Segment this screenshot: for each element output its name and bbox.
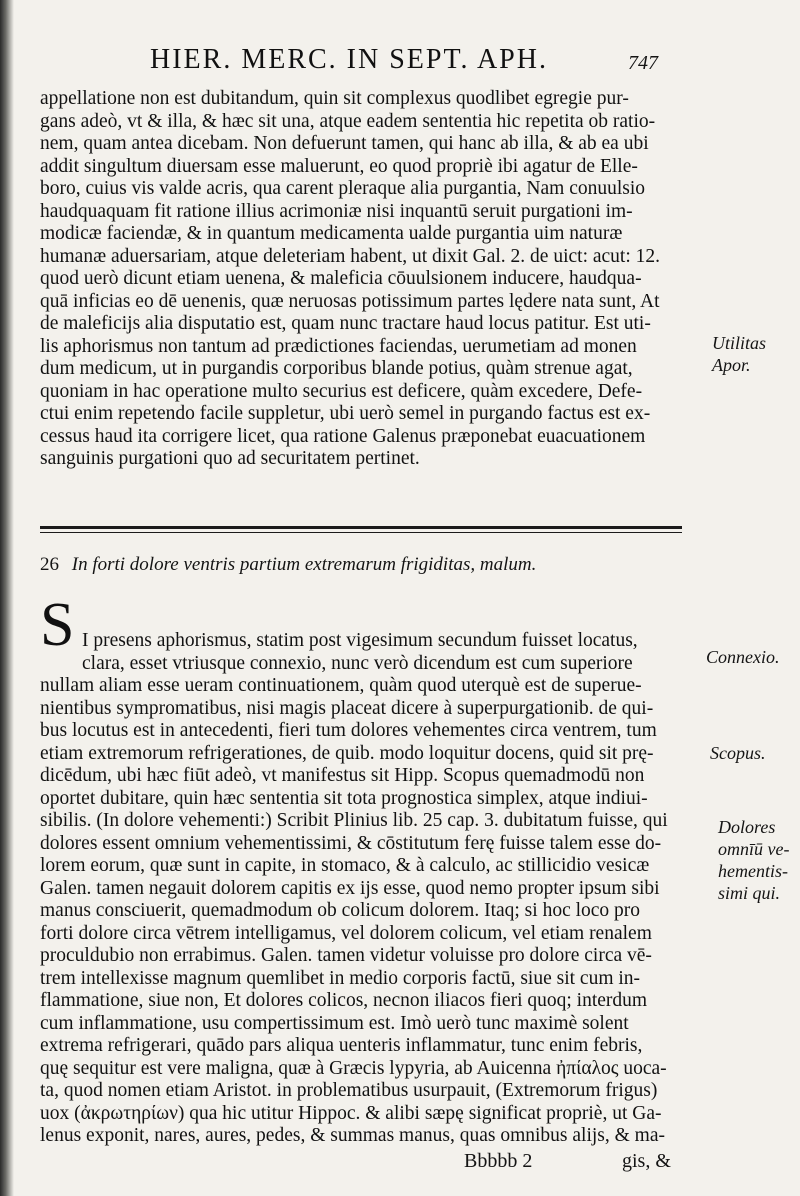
text-line: ctui enim repetendo facile suppletur, ubi uerò semel in purgando factus est ex-	[40, 403, 651, 424]
text-line: gans adeò, vt & illa, & hæc sit una, atque eadem sententia hic repetita ob ratio-	[40, 110, 656, 132]
text-line: lis aphorismus non tantum ad prædictiones faciendas, uerumetiam ad monen	[40, 335, 637, 357]
text-line: modicæ faciendæ, & in quantum medicamenta ualde purgantia uim naturæ	[40, 223, 623, 244]
text-line: dicēdum, ubi hæc fiūt adeò, vt manifestus sit Hipp. Scopus quemadmodū non	[40, 765, 645, 786]
aphorism-heading	[40, 554, 680, 576]
margin-note-dolores	[718, 816, 789, 904]
text-line: humanæ aduersariam, atque deleteriam habent, ut dixit Gal. 2. de uict: acut: 12.	[40, 245, 661, 267]
text-line: trem intellexisse magnum quemlibet in medio corporis factū, siue sit cum in-	[40, 967, 641, 989]
text-line: proculdubio non errabimus. Galen. tamen videtur voluisse pro dolore circa vē-	[40, 945, 652, 966]
text-line: clara, esset vtriusque connexio, nunc verò dicendum est cum superiore	[82, 652, 633, 674]
section-rule-thin	[40, 532, 682, 533]
catchword: gis, &	[622, 1150, 671, 1172]
margin-note-connexio	[706, 646, 780, 668]
drop-capital: S	[40, 591, 75, 659]
text-line: haudquaquam fit ratione illius acrimoniæ nisi inquantū seruit purgationi im-	[40, 200, 633, 222]
margin-note-line: omnīū ve-	[718, 839, 790, 859]
aphorism-number: 26	[40, 554, 59, 575]
text-line: quę sequitur est vere maligna, quæ à Græcis lypyria, ab Auicenna ἠπίαλος uoca-	[40, 1057, 667, 1079]
text-line: lenus exponit, nares, aures, pedes, & summas manus, quas omnibus alijs, & ma-	[40, 1125, 665, 1146]
text-line: dum medicum, ut in purgandis corporibus blande potius, quàm strenue agat,	[40, 358, 633, 379]
margin-note-utilitas	[712, 332, 766, 376]
page-binding-shadow	[0, 0, 14, 1196]
aphorism-text: In forti dolore ventris partium extremarum frigiditas, malum.	[71, 554, 537, 575]
text-block-continuation	[40, 88, 700, 471]
text-line: sibilis. (In dolore vehementi:) Scribit Plinius lib. 25 cap. 3. dubitatum fuisse, qui	[40, 810, 668, 831]
text-line: nullam aliam esse ueram continuationem, quàm quod uterquè est de superue-	[40, 675, 642, 696]
margin-note-scopus	[710, 742, 766, 764]
text-line: extrema refrigerari, quādo pars aliqua uenteris inflammatur, tunc enim febris,	[40, 1035, 643, 1056]
text-line: sanguinis purgationi quo ad securitatem pertinet.	[40, 448, 420, 469]
text-line: bus locutus est in antecedenti, fieri tum dolores vehementes circa ventrem, tum	[40, 720, 657, 741]
text-line: dolores essent omnium vehementissimi, & cōstitutum ferę fuisse talem esse do-	[40, 832, 662, 854]
text-line: uox (ἀκρωτηρίων) qua hic utitur Hippoc. & alibi sæpę significat propriè, ut Ga-	[40, 1102, 662, 1124]
margin-note-line: Connexio.	[706, 647, 780, 667]
text-line: quod uerò dicunt etiam uenena, & maleficia cōuulsionem inducere, haudqua-	[40, 268, 642, 289]
margin-note-line: Dolores	[718, 817, 776, 837]
text-line: nientibus sympromatibus, nisi magis placeat dicere à superpurgationib. de qui-	[40, 697, 654, 719]
text-line: I presens aphorismus, statim post vigesimum secundum fuisset locatus,	[82, 630, 638, 651]
text-line: lorem eorum, quæ sunt in capite, in stomaco, & à calculo, ac stillicidio vesicæ	[40, 855, 650, 876]
text-line: manus consciuerit, quemadmodum ob colicum dolorem. Itaq; si hoc loco pro	[40, 900, 641, 921]
text-line: forti dolore circa vētrem intelligamus, vel dolorem colicum, vel etiam renalem	[40, 922, 652, 944]
text-line: de maleficijs alia disputatio est, quam nunc tractare haud locus patitur. Est uti-	[40, 313, 651, 334]
text-line: etiam extremorum refrigerationes, de quib. modo loquitur docens, quid sit prę-	[40, 742, 654, 764]
signature-mark: Bbbbb 2	[464, 1150, 533, 1172]
text-block-commentary	[40, 630, 700, 1148]
section-rule	[40, 526, 682, 529]
text-line: appellatione non est dubitandum, quin sit complexus quodlibet egregie pur-	[40, 88, 629, 109]
text-line: ta, quod nomen etiam Aristot. in problematibus usurpauit, (Extremorum frigus)	[40, 1080, 658, 1101]
margin-note-line: Scopus.	[710, 743, 766, 763]
text-line: flammatione, siue non, Et dolores colicos, necnon iliacos fieri quoq; interdum	[40, 990, 648, 1011]
running-title: HIER. MERC. IN SEPT. APH.	[150, 44, 548, 75]
text-line: cum inflammatione, usu compertissimum est. Imò uerò tunc maximè solent	[40, 1012, 629, 1034]
margin-note-line: Utilitas	[712, 333, 767, 353]
text-line: cessus haud ita corrigere licet, qua ratione Galenus præponebat euacuationem	[40, 425, 646, 447]
text-line: quoniam in hac operatione multo securius est deficere, quàm excedere, Defe-	[40, 380, 643, 402]
text-line: quā inficias eo dē uenenis, quæ neruosas potissimum partes lędere nata sunt, At	[40, 290, 660, 312]
page-number: 747	[628, 52, 658, 74]
text-line: addit singultum diuersam esse maluerunt, eo quod propriè ibi agatur de Elle-	[40, 155, 638, 177]
text-line: nem, quam antea dicebam. Non defuerunt tamen, qui hanc ab illa, & ab ea ubi	[40, 133, 649, 154]
text-line: boro, cuius vis valde acris, qua carent pleraque alia purgantia, Nam conuulsio	[40, 178, 646, 199]
margin-note-line: hementis-	[718, 861, 788, 881]
margin-note-line: simi qui.	[718, 883, 781, 903]
margin-note-line: Apor.	[712, 355, 751, 375]
text-line: Galen. tamen negauit dolorem capitis ex ijs esse, quod nemo propter ipsum sibi	[40, 877, 660, 899]
text-line: oportet dubitare, quin hæc sententia sit tota prognostica simplex, atque indiui-	[40, 787, 648, 809]
